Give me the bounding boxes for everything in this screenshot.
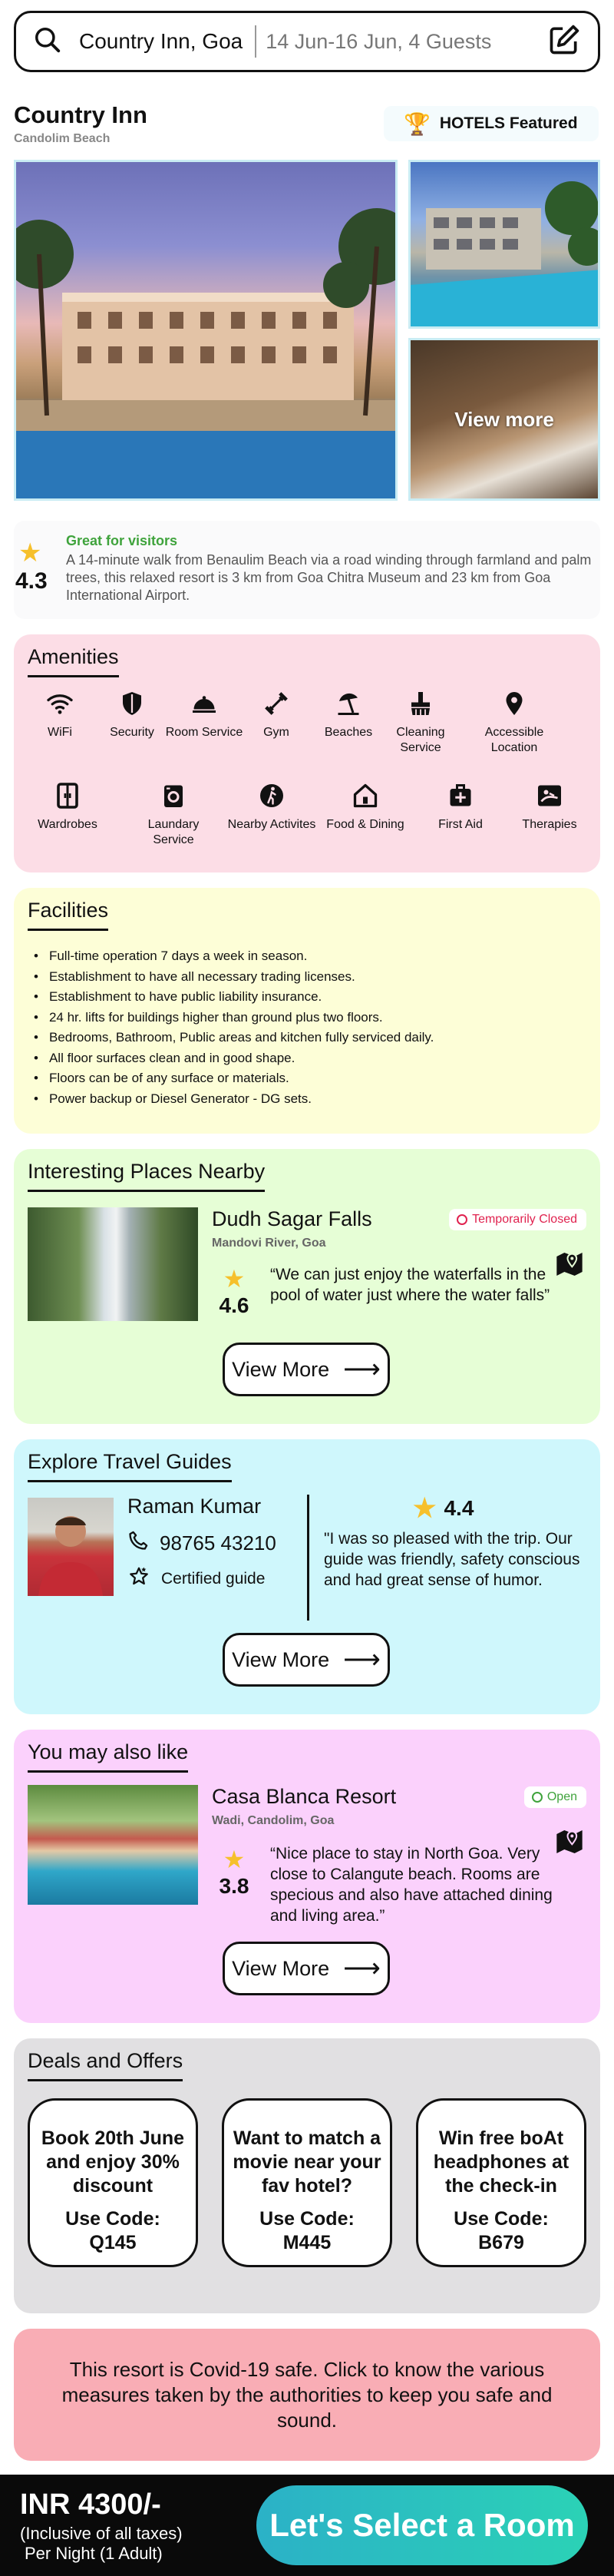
amenity-therapies[interactable] [503,782,596,833]
also-like-section [14,1730,600,2023]
phone-icon [127,1530,149,1557]
price-details [20,2524,183,2564]
amenity-food-dining[interactable] [319,782,411,833]
spa-icon [503,782,596,816]
list-item: • Floors can be of any surface or materials. [34,1068,434,1089]
featured-label: HOTELS Featured [439,114,578,132]
covid-text: This resort is Covid-19 safe. Click to know the various measures taken by the authorities to keep you safe and sound. [61,2357,553,2432]
list-item: • Full-time operation 7 days a week in season. [34,946,434,967]
guide-certification [127,1565,265,1593]
search-query[interactable]: Country Inn, Goa [79,29,243,53]
arrow-right-icon: ⟶ [343,1954,381,1983]
view-more-button[interactable] [223,1343,390,1396]
clock-icon [532,1792,543,1803]
wardrobe-icon [21,782,114,816]
star-icon: ★ [223,1846,246,1873]
rating-score: 4.4 [444,1496,474,1520]
phone-number[interactable]: 98765 43210 [160,1531,276,1555]
certified-star-icon [127,1565,150,1593]
price: INR 4300/- [20,2488,161,2521]
deal-text: Book 20th June and enjoy 30% discount [41,2127,185,2197]
amenity-label: Accessible Location [484,726,544,754]
amenity-accessible-location[interactable] [460,690,568,756]
edit-icon[interactable] [547,23,581,61]
list-item: • All floor surfaces clean and in good shape. [34,1048,434,1069]
amenities-title: Amenities [28,645,119,677]
booking-footer [0,2475,614,2576]
amenity-label: Beaches [324,726,373,739]
amenity-label: Food & Dining [326,818,404,831]
place-review: “We can just enjoy the waterfalls in the pool of water just where the water falls” [270,1266,550,1304]
arrow-right-icon: ⟶ [343,1645,381,1674]
also-like-title: You may also like [28,1740,188,1773]
deal-text: Want to match a movie near your fav hotel? [233,2127,381,2197]
covid-safety-banner[interactable] [14,2329,600,2461]
select-room-button[interactable]: Let's Select a Room [256,2485,588,2565]
list-item: • Establishment to have all necessary trading licenses. [34,967,434,988]
rating-tag: Great for visitors [66,533,178,548]
certified-label: Certified guide [161,1570,266,1588]
guides-title: Explore Travel Guides [28,1450,232,1482]
amenity-label: Therapies [522,818,577,831]
status-badge [449,1209,586,1230]
deals-title: Deals and Offers [28,2049,183,2081]
rating-score: 4.6 [219,1293,249,1317]
deal-code-label: Use Code: [454,2208,549,2230]
amenity-label: Cleaning Service [396,726,445,754]
hotel-location: Candolim Beach [14,132,111,145]
place-photo[interactable] [28,1207,198,1321]
guide-phone[interactable] [127,1530,276,1557]
facilities-title: Facilities [28,899,108,931]
view-more-label: View More [232,1647,330,1671]
place-rating [215,1264,253,1318]
deal-code: B679 [478,2232,524,2253]
list-item: • Establishment to have public liability insurance. [34,987,434,1008]
guides-section [14,1439,600,1714]
divider [307,1495,309,1621]
amenity-label: Laundary Service [147,818,200,846]
hotel-pool-photo[interactable] [408,160,600,329]
status-label: Temporarily Closed [472,1213,577,1226]
list-item: • 24 hr. lifts for buildings higher than ground plus two floors. [34,1008,434,1028]
resort-review: “Nice place to stay in North Goa. Very close to Calangute beach. Rooms are specious and also have attached dining and living area.” [270,1845,553,1925]
deal-card[interactable] [222,2098,392,2267]
laundry-icon [127,782,220,816]
tax-note: (Inclusive of all taxes) [20,2524,183,2543]
resort-location: Wadi, Candolim, Goa [212,1814,335,1827]
deal-text: Win free boAt headphones at the check-in [433,2127,569,2197]
rating-score: 3.8 [219,1874,249,1898]
resort-rating [215,1845,253,1899]
amenities-section [14,634,600,872]
amenity-laundry[interactable] [127,782,220,848]
amenity-label: WiFi [48,726,72,739]
view-more-label: View More [232,1956,330,1980]
rating-score: 4.3 [15,568,48,594]
home-dining-icon [319,782,411,816]
arrow-right-icon: ⟶ [343,1355,381,1384]
deal-card[interactable] [28,2098,198,2267]
view-more-button[interactable] [223,1633,390,1687]
amenity-label: Gym [263,726,289,739]
amenity-label: Room Service [165,726,243,739]
cleaning-icon [375,690,467,723]
view-more-label: View More [232,1357,330,1381]
per-night-note: Per Night (1 Adult) [25,2544,163,2563]
list-item: • Power backup or Diesel Generator - DG sets. [34,1089,434,1110]
hotel-name: Country Inn [14,101,147,128]
list-item: • Bedrooms, Bathroom, Public areas and kitchen fully serviced daily. [34,1028,434,1048]
guide-rating [413,1493,474,1524]
activity-icon [226,782,318,816]
amenity-label: Nearby Activites [227,818,316,831]
deals-section [14,2038,600,2313]
view-more-photos[interactable]: View more [454,407,554,431]
star-icon: ★ [223,1265,246,1293]
view-more-button[interactable] [223,1942,390,1995]
location-pin-icon [460,690,568,723]
facilities-section [14,888,600,1134]
amenity-first-aid[interactable] [414,782,507,833]
search-dates-guests[interactable]: 14 Jun-16 Jun, 4 Guests [266,29,492,53]
places-title: Interesting Places Nearby [28,1160,265,1192]
deal-code: M445 [282,2232,332,2253]
guide-avatar[interactable] [28,1498,114,1596]
search-divider [255,25,256,58]
place-location: Mandovi River, Goa [212,1237,326,1250]
resort-photo[interactable] [28,1785,198,1905]
resort-name[interactable]: Casa Blanca Resort [212,1785,397,1808]
first-aid-icon [414,782,507,816]
amenity-cleaning[interactable] [375,690,467,756]
places-section [14,1149,600,1424]
deal-card[interactable] [416,2098,586,2267]
deal-code-label: Use Code: [65,2208,160,2230]
amenity-nearby-activities[interactable] [226,782,318,833]
clock-icon [457,1214,467,1225]
rating-card [14,521,600,619]
status-label: Open [546,1790,577,1803]
guide-name: Raman Kumar [127,1495,262,1518]
deal-code-label: Use Code: [259,2208,355,2230]
trophy-icon: 🏆 [404,111,431,136]
hotel-description: A 14-minute walk from Benaulim Beach via a road winding through farmland and palm trees, this relaxed resort is 3 km from Goa Chitra Museum and 23 km from Goa International Airport. [66,552,592,603]
deal-code: Q145 [89,2232,137,2253]
search-bar[interactable] [14,11,600,72]
star-icon: ★ [413,1494,437,1523]
featured-badge [384,106,599,141]
amenity-label: Wardrobes [38,818,97,831]
hotel-room-photo[interactable] [408,338,600,501]
amenity-wardrobes[interactable] [21,782,114,833]
amenity-label: First Aid [438,818,483,831]
guide-review: "I was so pleased with the trip. Our guide was friendly, safety conscious and had great sense of humor. [324,1530,580,1589]
place-name[interactable]: Dudh Sagar Falls [212,1207,372,1230]
search-icon[interactable] [33,25,62,58]
status-badge [524,1786,586,1808]
facilities-list [34,946,434,1109]
star-icon: ★ [18,538,42,568]
amenity-label: Security [110,726,154,739]
hotel-main-photo[interactable] [14,160,398,501]
